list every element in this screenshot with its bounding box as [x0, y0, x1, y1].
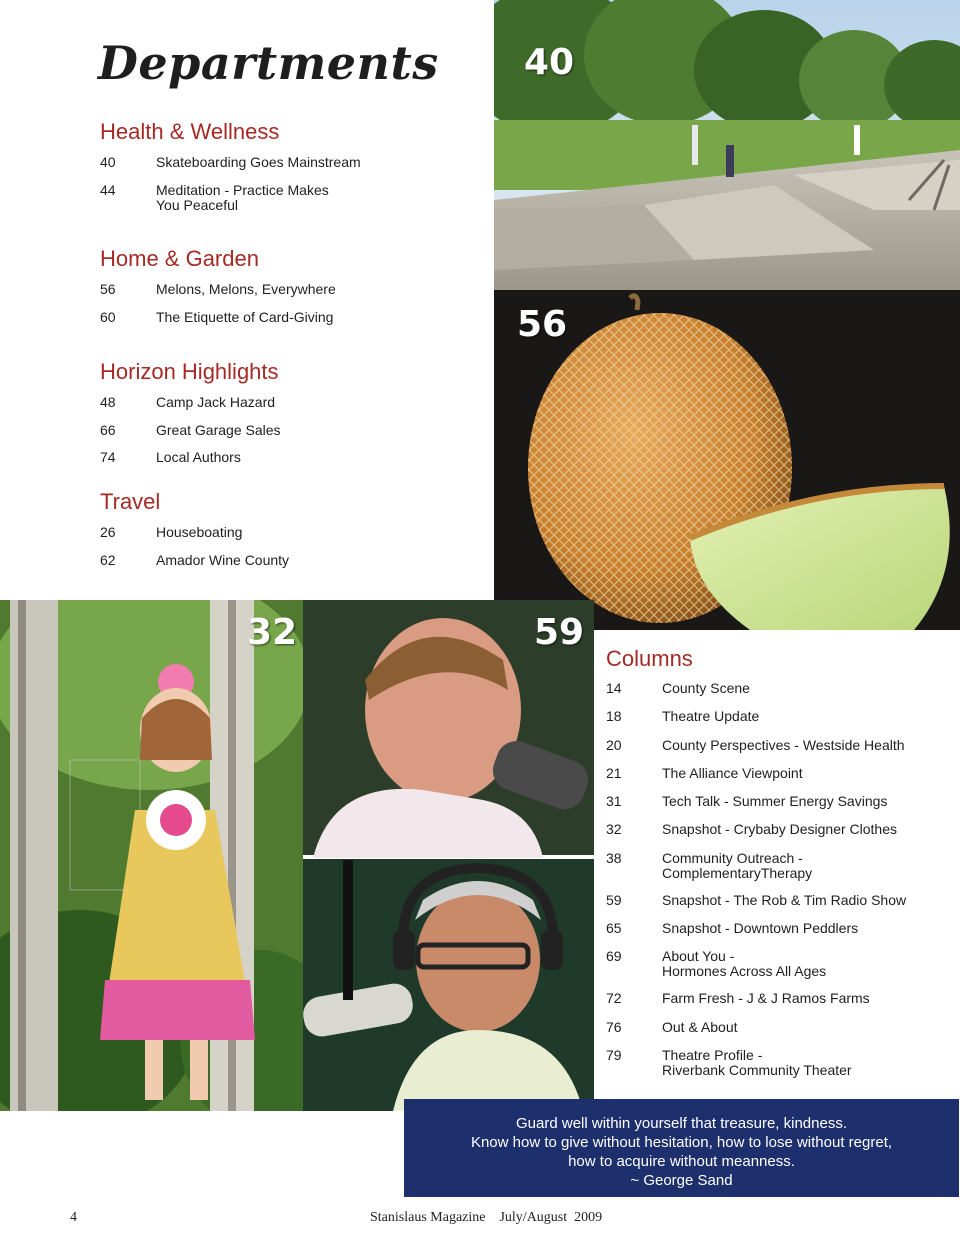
- toc-page-number: 40: [100, 154, 116, 170]
- toc-page-number: 44: [100, 182, 116, 198]
- radio-show-illustration: [303, 600, 594, 1111]
- toc-page-number: 59: [606, 892, 622, 908]
- toc-entry-title: The Etiquette of Card-Giving: [156, 309, 334, 325]
- skatepark-photo[interactable]: [494, 0, 960, 290]
- toc-page-number: 56: [100, 281, 116, 297]
- toc-page-number: 38: [606, 850, 622, 866]
- toc-page-number: 21: [606, 765, 622, 781]
- photo-page-badge: 56: [517, 304, 568, 345]
- toc-page-number: 48: [100, 394, 116, 410]
- section-title-home-garden: Home & Garden: [100, 246, 259, 271]
- toc-entry-title: The Alliance Viewpoint: [662, 765, 803, 781]
- toc-entry-title: Meditation - Practice Makes You Peaceful: [156, 182, 329, 213]
- girl-illustration: [0, 600, 303, 1111]
- toc-entry-title: Amador Wine County: [156, 552, 290, 568]
- toc-page-number: 65: [606, 920, 622, 936]
- photo-page-badge: 59: [534, 612, 585, 653]
- toc-entry-title: Theatre Profile - Riverbank Community Theater: [662, 1047, 852, 1078]
- photo-page-badge: 40: [524, 42, 575, 83]
- toc-entry-title: Snapshot - Crybaby Designer Clothes: [662, 821, 898, 837]
- toc-entry-title: County Scene: [662, 680, 750, 696]
- toc-page-number: 76: [606, 1019, 622, 1035]
- toc-entry-title: Melons, Melons, Everywhere: [156, 281, 336, 297]
- toc-page-number: 31: [606, 793, 622, 809]
- toc-page-number: 20: [606, 737, 622, 753]
- melon-photo[interactable]: [494, 290, 960, 630]
- toc-entry-title: Theatre Update: [662, 708, 760, 724]
- quote-box: [404, 1099, 959, 1197]
- section-title-horizon-highlights: Horizon Highlights: [100, 359, 279, 384]
- photo-page-badge: 32: [247, 612, 298, 653]
- toc-entry-title: Snapshot - The Rob & Tim Radio Show: [662, 892, 907, 908]
- toc-page-number: 18: [606, 708, 622, 724]
- section-title-travel: Travel: [100, 489, 161, 514]
- toc-entry-title: Community Outreach - ComplementaryTherapy: [662, 850, 813, 881]
- toc-page-number: 72: [606, 990, 622, 1006]
- page-number: 4: [70, 1210, 77, 1225]
- radio-show-photo[interactable]: [303, 600, 594, 1111]
- toc-entry-title: Houseboating: [156, 524, 243, 540]
- girl-photo[interactable]: [0, 600, 303, 1111]
- toc-entry-title: Great Garage Sales: [156, 422, 281, 438]
- toc-page-number: 62: [100, 552, 116, 568]
- toc-page-number: 14: [606, 680, 622, 696]
- section-title-health-wellness: Health & Wellness: [100, 119, 280, 144]
- toc-entry-title: About You - Hormones Across All Ages: [662, 948, 827, 979]
- toc-entry-title: Tech Talk - Summer Energy Savings: [662, 793, 888, 809]
- toc-entry-title: Local Authors: [156, 449, 241, 465]
- toc-page-number: 79: [606, 1047, 622, 1063]
- toc-page-number: 60: [100, 309, 116, 325]
- quote-text: Guard well within yourself that treasure, kindness. Know how to give without hesitation, how to lose without regret, how to acquire without meanness.: [470, 1115, 893, 1170]
- section-title-columns: Columns: [606, 646, 693, 671]
- quote-author: ~ George Sand: [630, 1172, 733, 1189]
- toc-entry-title: Out & About: [662, 1019, 738, 1035]
- toc-page-number: 66: [100, 422, 116, 438]
- toc-page-number: 74: [100, 449, 116, 465]
- toc-entry-title: Farm Fresh - J & J Ramos Farms: [662, 990, 870, 1006]
- toc-entry-title: Snapshot - Downtown Peddlers: [662, 920, 859, 936]
- toc-entry-title: County Perspectives - Westside Health: [662, 737, 905, 753]
- toc-page-number: 26: [100, 524, 116, 540]
- publication-footer: Stanislaus Magazine July/August 2009: [370, 1210, 603, 1225]
- toc-page-number: 69: [606, 948, 622, 964]
- toc-entry-title: Skateboarding Goes Mainstream: [156, 154, 361, 170]
- toc-page-number: 32: [606, 821, 622, 837]
- toc-entry-title: Camp Jack Hazard: [156, 394, 276, 410]
- page-title: Departments: [98, 36, 439, 90]
